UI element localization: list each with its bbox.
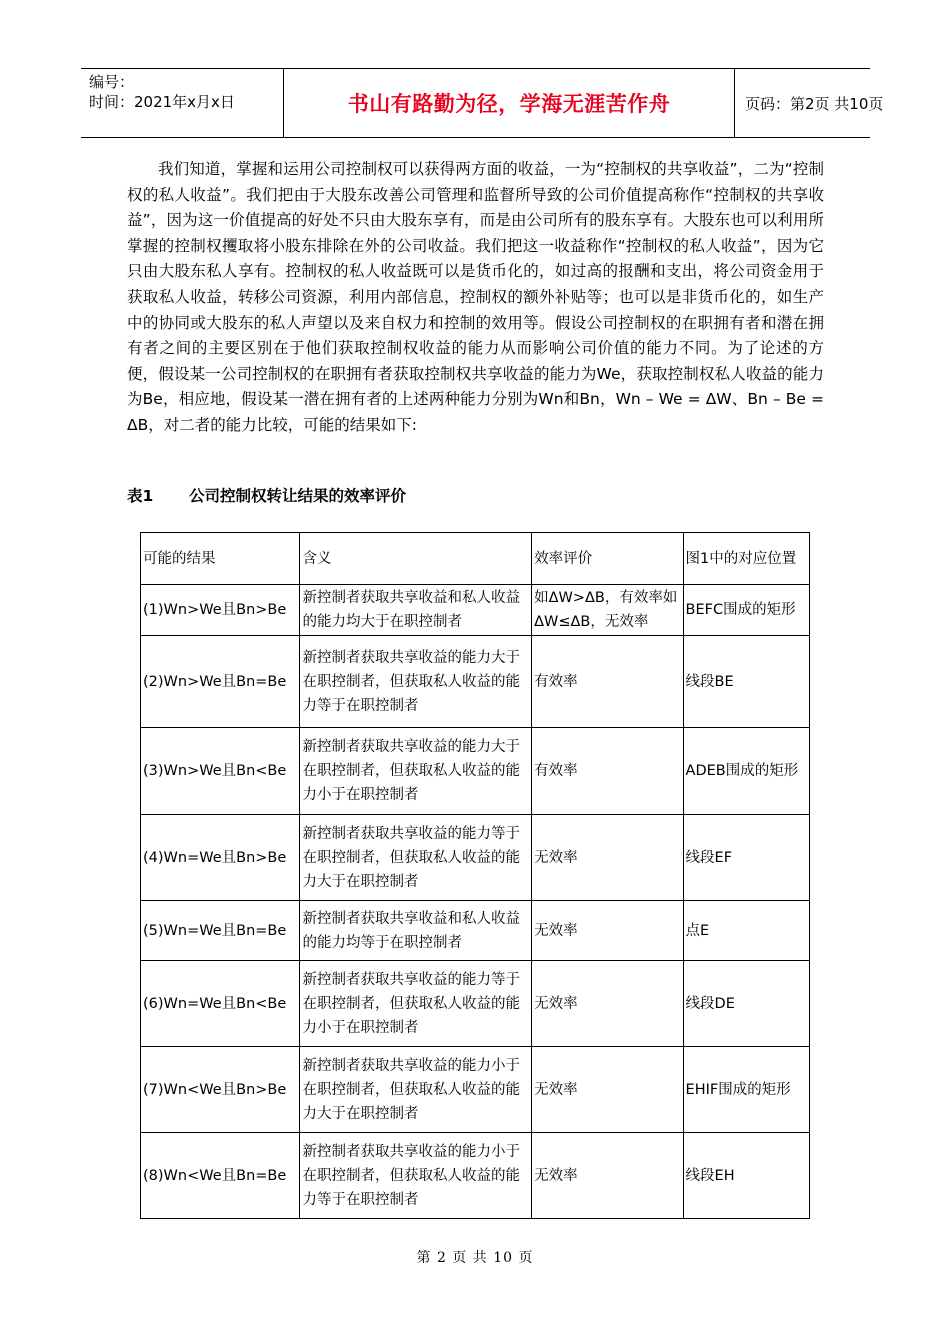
table-row	[141, 585, 810, 636]
cell-position: 线段EH	[683, 1133, 809, 1219]
table-row	[141, 901, 810, 961]
cell-meaning: 新控制者获取共享收益的能力等于在职控制者，但获取私人收益的能力小于在职控制者	[300, 961, 532, 1047]
cell-result: (3)Wn>We且Bn<Be	[141, 728, 300, 815]
table-row	[141, 961, 810, 1047]
cell-evaluation: 无效率	[532, 815, 683, 901]
cell-result: (7)Wn<We且Bn>Be	[141, 1047, 300, 1133]
cell-position: 线段BE	[683, 636, 809, 728]
table-header-row	[141, 533, 810, 585]
cell-result: (5)Wn=We且Bn=Be	[141, 901, 300, 961]
cell-meaning: 新控制者获取共享收益的能力小于在职控制者，但获取私人收益的能力大于在职控制者	[300, 1047, 532, 1133]
table-row	[141, 1047, 810, 1133]
cell-meaning: 新控制者获取共享收益和私人收益的能力均等于在职控制者	[300, 901, 532, 961]
table-row	[141, 636, 810, 728]
cell-position: 点E	[683, 901, 809, 961]
cell-result: (2)Wn>We且Bn=Be	[141, 636, 300, 728]
cell-meaning: 新控制者获取共享收益的能力大于在职控制者，但获取私人收益的能力小于在职控制者	[300, 728, 532, 815]
cell-meaning: 新控制者获取共享收益的能力大于在职控制者，但获取私人收益的能力等于在职控制者	[300, 636, 532, 728]
cell-result: (4)Wn=We且Bn>Be	[141, 815, 300, 901]
cell-result: (1)Wn>We且Bn>Be	[141, 585, 300, 636]
cell-evaluation: 无效率	[532, 961, 683, 1047]
cell-evaluation: 有效率	[532, 728, 683, 815]
cell-evaluation: 无效率	[532, 1133, 683, 1219]
cell-meaning: 新控制者获取共享收益的能力小于在职控制者，但获取私人收益的能力等于在职控制者	[300, 1133, 532, 1219]
cell-result: (6)Wn=We且Bn<Be	[141, 961, 300, 1047]
cell-result: (8)Wn<We且Bn=Be	[141, 1133, 300, 1219]
motto-text: 书山有路勤为径，学海无涯苦作舟	[347, 92, 671, 116]
table-caption-number: 表1	[127, 487, 154, 505]
efficiency-table	[140, 532, 810, 1219]
table-row	[141, 728, 810, 815]
header-meaning: 含义	[300, 533, 532, 585]
cell-evaluation: 如ΔW>ΔB，有效率如ΔW≤ΔB，无效率	[532, 585, 683, 636]
page-info: 页码：第2页 共10页	[745, 94, 884, 113]
table-body	[141, 585, 810, 1219]
header-evaluation: 效率评价	[532, 533, 683, 585]
cell-position: 线段DE	[683, 961, 809, 1047]
body-paragraph: 我们知道，掌握和运用公司控制权可以获得两方面的收益，一为“控制权的共享收益”，二为“控制权的私人收益”。我们把由于大股东改善公司管理和监督所导致的公司价值提高称作“控制权的共享收益”，因为这一价值提高的好处不只由大股东享有，而是由公司所有的股东享有。大股东也可以利用所掌握的控制权攫取将小股东排除在外的公司收益。我们把这一收益称作“控制权的私人收益”，因为它只由大股东私人享有。控制权的私人收益既可以是货币化的，如过高的报酬和支出，将公司资金用于获取私人收益，转移公司资源，利用内部信息，控制权的额外补贴等；也可以是非货币化的，如生产中的协同或大股东的私人声望以及来自权力和控制的效用等。假设公司控制权的在职拥有者和潜在拥有者之间的主要区别在于他们获取控制权收益的能力从而影响公司价值的能力不同。为了论述的方便，假设某一公司控制权的在职拥有者获取控制权共享收益的能力为We，获取控制权私人收益的能力为Be，相应地，假设某一潜在拥有者的上述两种能力分别为Wn和Bn，Wn – We = ΔW、Bn – Be = ΔB，对二者的能力比较，可能的结果如下:	[127, 160, 824, 434]
table-row	[141, 1133, 810, 1219]
page-footer: 第 2 页 共 10 页	[416, 1250, 534, 1266]
header-result: 可能的结果	[141, 533, 300, 585]
table-caption	[127, 484, 406, 506]
cell-evaluation: 无效率	[532, 1047, 683, 1133]
date-line: 时间：2021年x月x日	[89, 93, 235, 111]
table-caption-title: 公司控制权转让结果的效率评价	[189, 487, 407, 505]
cell-position: EHIF围成的矩形	[683, 1047, 809, 1133]
cell-position: ADEB围成的矩形	[683, 728, 809, 815]
cell-position: BEFC围成的矩形	[683, 585, 809, 636]
header-motto-cell	[283, 69, 735, 137]
cell-evaluation: 有效率	[532, 636, 683, 728]
table-row	[141, 815, 810, 901]
header-position: 图1中的对应位置	[683, 533, 809, 585]
cell-meaning: 新控制者获取共享收益的能力等于在职控制者，但获取私人收益的能力大于在职控制者	[300, 815, 532, 901]
cell-evaluation: 无效率	[532, 901, 683, 961]
cell-position: 线段EF	[683, 815, 809, 901]
page-header	[81, 68, 884, 138]
cell-meaning: 新控制者获取共享收益和私人收益的能力均大于在职控制者	[300, 585, 532, 636]
header-meta	[81, 69, 283, 140]
serial-label: 编号：	[89, 73, 135, 91]
